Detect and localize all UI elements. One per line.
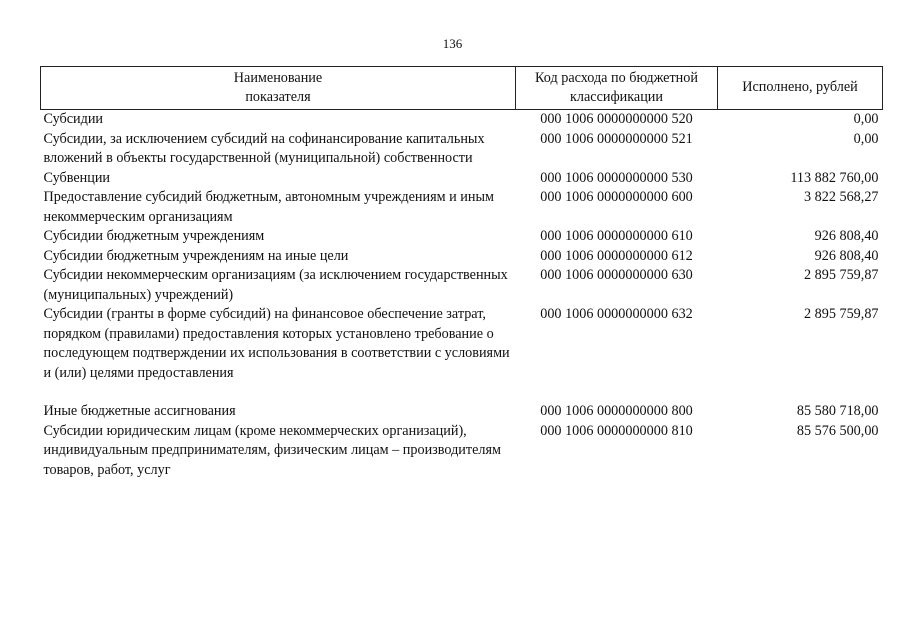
row-amount: 2 895 759,87 bbox=[804, 306, 879, 322]
row-code: 000 1006 0000000000 520 bbox=[540, 111, 693, 127]
row-code: 000 1006 0000000000 600 bbox=[540, 189, 693, 205]
row-code: 000 1006 0000000000 521 bbox=[540, 130, 693, 147]
row-name: Субвенции bbox=[43, 169, 111, 186]
table-row bbox=[41, 188, 883, 227]
row-name: Субсидии бюджетным учреждениям bbox=[43, 228, 265, 244]
row-amount: 85 576 500,00 bbox=[796, 422, 879, 439]
row-amount: 926 808,40 bbox=[814, 228, 879, 244]
table-row bbox=[41, 227, 883, 247]
header-indicator-name bbox=[41, 67, 516, 110]
row-code: 000 1006 0000000000 612 bbox=[540, 247, 693, 264]
header-code-line-2: классификации bbox=[570, 89, 663, 105]
row-name: Субсидии бюджетным учреждениям на иные цели bbox=[43, 247, 349, 264]
table-row bbox=[41, 130, 883, 169]
table-row bbox=[41, 266, 883, 305]
row-code: 000 1006 0000000000 810 bbox=[540, 422, 693, 439]
header-executed-amount: Исполнено, рублей bbox=[718, 67, 883, 110]
table-row bbox=[41, 422, 883, 481]
table-header-row bbox=[41, 67, 883, 110]
spacer-cell bbox=[41, 383, 883, 402]
row-name: Иные бюджетные ассигнования bbox=[43, 403, 236, 419]
row-code: 000 1006 0000000000 610 bbox=[540, 228, 693, 244]
table-row bbox=[41, 110, 883, 130]
table-row bbox=[41, 305, 883, 383]
header-code-line-1: Код расхода по бюджетной bbox=[535, 69, 698, 86]
row-amount: 113 882 760,00 bbox=[790, 169, 879, 186]
page-number: 136 bbox=[442, 36, 463, 51]
row-code: 000 1006 0000000000 530 bbox=[540, 169, 693, 186]
row-amount: 0,00 bbox=[853, 130, 879, 147]
row-amount: 85 580 718,00 bbox=[796, 403, 879, 419]
header-name-line-1: Наименование bbox=[233, 69, 323, 86]
row-name: Субсидии юридическим лицам (кроме некоммерческих организаций), индивидуальным предпринимателям, физическим лицам – производителям товаров, работ, услуг bbox=[43, 422, 501, 478]
row-name: Предоставление субсидий бюджетным, автономным учреждениям и иным некоммерческим организациям bbox=[43, 189, 494, 225]
header-name-line-2: показателя bbox=[245, 89, 311, 105]
row-amount: 0,00 bbox=[853, 111, 879, 127]
budget-report-table bbox=[40, 66, 883, 480]
table-row bbox=[41, 247, 883, 267]
table-row bbox=[41, 169, 883, 189]
row-code: 000 1006 0000000000 632 bbox=[540, 306, 693, 322]
header-budget-code bbox=[516, 67, 718, 110]
row-amount: 2 895 759,87 bbox=[804, 267, 879, 283]
row-amount: 3 822 568,27 bbox=[804, 189, 879, 205]
row-name: Субсидии, за исключением субсидий на софинансирование капитальных вложений в объекты государственной (муниципальной) собственности bbox=[43, 130, 485, 166]
row-amount: 926 808,40 bbox=[814, 247, 879, 264]
spacer-row bbox=[41, 383, 883, 402]
row-name: Субсидии (гранты в форме субсидий) на финансовое обеспечение затрат, порядком (правилами) предоставления которых установлено требование о последующем подтверждении их использования в соответствии с условиями и (или) целями предоставления bbox=[43, 306, 510, 381]
row-name: Субсидии некоммерческим организациям (за исключением государственных (муниципальных) учреждений) bbox=[43, 267, 508, 303]
row-code: 000 1006 0000000000 630 bbox=[540, 267, 693, 283]
row-name: Субсидии bbox=[43, 111, 104, 127]
row-code: 000 1006 0000000000 800 bbox=[540, 403, 693, 419]
table-row bbox=[41, 402, 883, 422]
